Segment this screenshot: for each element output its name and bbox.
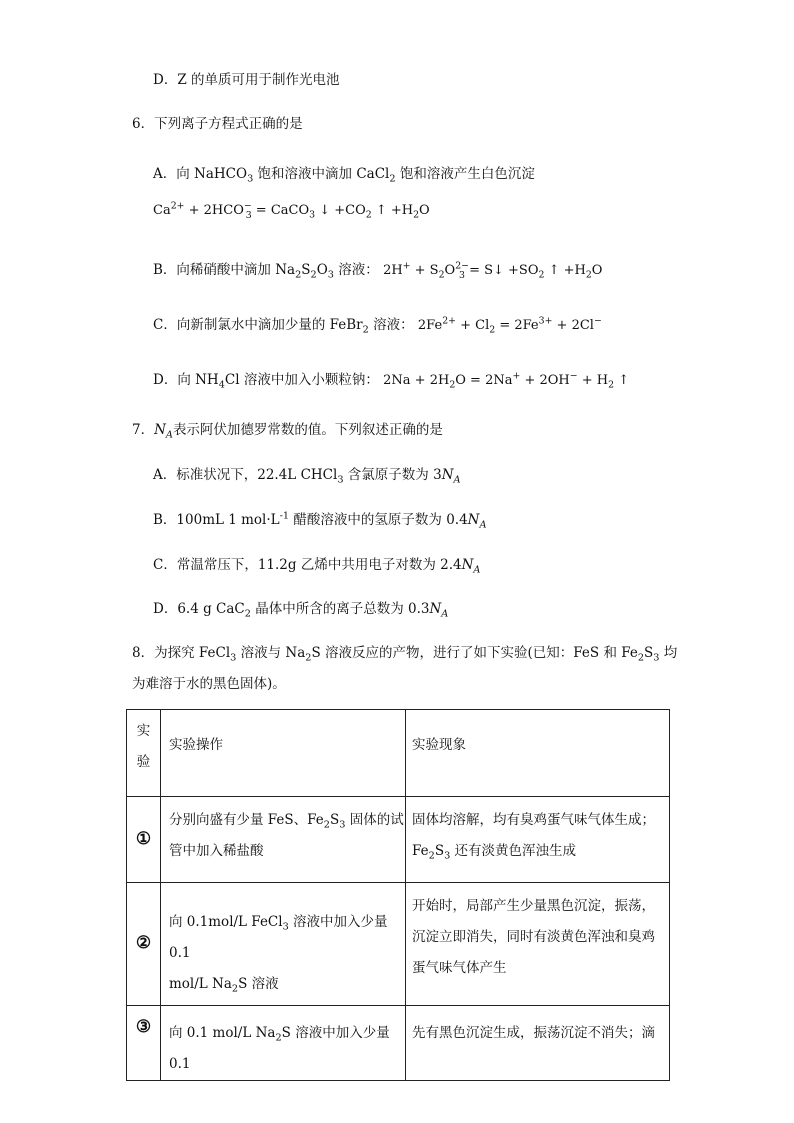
q7-stem: 7．$N_A$表示阿伏加德罗常数的值。下列叙述正确的是 (132, 422, 443, 441)
row-number: ① (127, 797, 161, 883)
row-phenomenon: 开始时，局部产生少量黑色沉淀，振荡， 沉淀立即消失，同时有淡黄色浑浊和臭鸡 蛋气味气体产生 (406, 883, 670, 1006)
q7-option-b: B．100mL 1 $mol\cdot L^{-1}$ 醋酸溶液中的氢原子数为 $0.4N_A$ (153, 510, 487, 531)
row-operation: 向 0.1 mol/L $Na_2S$ 溶液中加入少量 0.1 (161, 1006, 406, 1081)
header-operation: 实验操作 (161, 710, 406, 797)
q6-option-a-equation: $Ca^{2+} + 2HCO^-_3$ = CaCO$_3$ ↓ $+CO_2$ ↑ $+H_2O$ (153, 200, 430, 221)
q7-option-a: A．标准状况下，22.4L CHCl$_3$ 含氯原子数为 $3N_A$ (153, 467, 461, 486)
q5-option-d: D．Z 的单质可用于制作光电池 (153, 72, 340, 88)
q6-option-d-equation: $2Na + 2H_2O = 2Na^+ + 2OH^- + H_2$ ↑ (383, 370, 630, 391)
q6-option-a: A．向 NaHCO$_3$ 饱和溶液中滴加 CaCl$_2$ 饱和溶液产生白色沉淀 (153, 166, 535, 185)
row-phenomenon: 先有黑色沉淀生成，振荡沉淀不消失；滴 (406, 1006, 670, 1081)
row-number: ② (127, 883, 161, 1006)
q6-option-c: C．向新制氯水中滴加少量的 FeBr$_2$ 溶液： $2Fe^{2+} + Cl_2 = 2Fe^{3+} + 2Cl^-$ (153, 315, 602, 336)
q8-stem-line2: 为难溶于水的黑色固体)。 (132, 676, 286, 692)
row-phenomenon: 固体均溶解，均有臭鸡蛋气味气体生成； $Fe_2S_3$ 还有淡黄色浑浊生成 (406, 797, 670, 883)
row-operation: 向 0.1mol/L FeCl$_3$ 溶液中加入少量 0.1 mol/L $Na_2S$ 溶液 (161, 883, 406, 1006)
q6-option-d: D．向 $NH_4Cl$ 溶液中加入小颗粒钠： $2Na + 2H_2O = 2Na^+ + 2OH^- + H_2$ ↑ (153, 370, 630, 391)
table-row (127, 1006, 670, 1081)
header-experiment: 实 验 (127, 710, 161, 797)
q7-option-c: C．常温常压下，11.2g 乙烯中共用电子对数为 $2.4N_A$ (153, 557, 481, 576)
row-operation: 分别向盛有少量 FeS、$Fe_2S_3$ 固体的试 管中加入稀盐酸 (161, 797, 406, 883)
q6-stem: 6．下列离子方程式正确的是 (132, 116, 303, 132)
q6-option-c-equation: $2Fe^{2+} + Cl_2 = 2Fe^{3+} + 2Cl^-$ (417, 315, 602, 336)
table-header-row (127, 710, 670, 797)
q8-stem-line1: 8．为探究 FeCl$_3$ 溶液与 $Na_2S$ 溶液反应的产物，进行了如下实验(已知：FeS 和 $Fe_2S_3$ 均 (132, 645, 678, 664)
table-row (127, 797, 670, 883)
q6-option-b: B．向稀硝酸中滴加 $Na_2S_2O_3$ 溶液： $2H^+ + S_2O^{2-}_3$ = S↓ $+SO_2$ ↑ $+H_2O$ (153, 260, 603, 281)
header-phenomenon: 实验现象 (406, 710, 670, 797)
q6-option-b-equation: $2H^+ + S_2O^{2-}_3$ = S↓ $+SO_2$ ↑ $+H_2O$ (383, 260, 603, 281)
q7-option-d: D．6.4 g CaC$_2$ 晶体中所含的离子总数为 $0.3N_A$ (153, 601, 449, 620)
row-number: ③ (127, 1006, 161, 1081)
experiment-table (126, 709, 670, 1081)
table-row (127, 883, 670, 1006)
